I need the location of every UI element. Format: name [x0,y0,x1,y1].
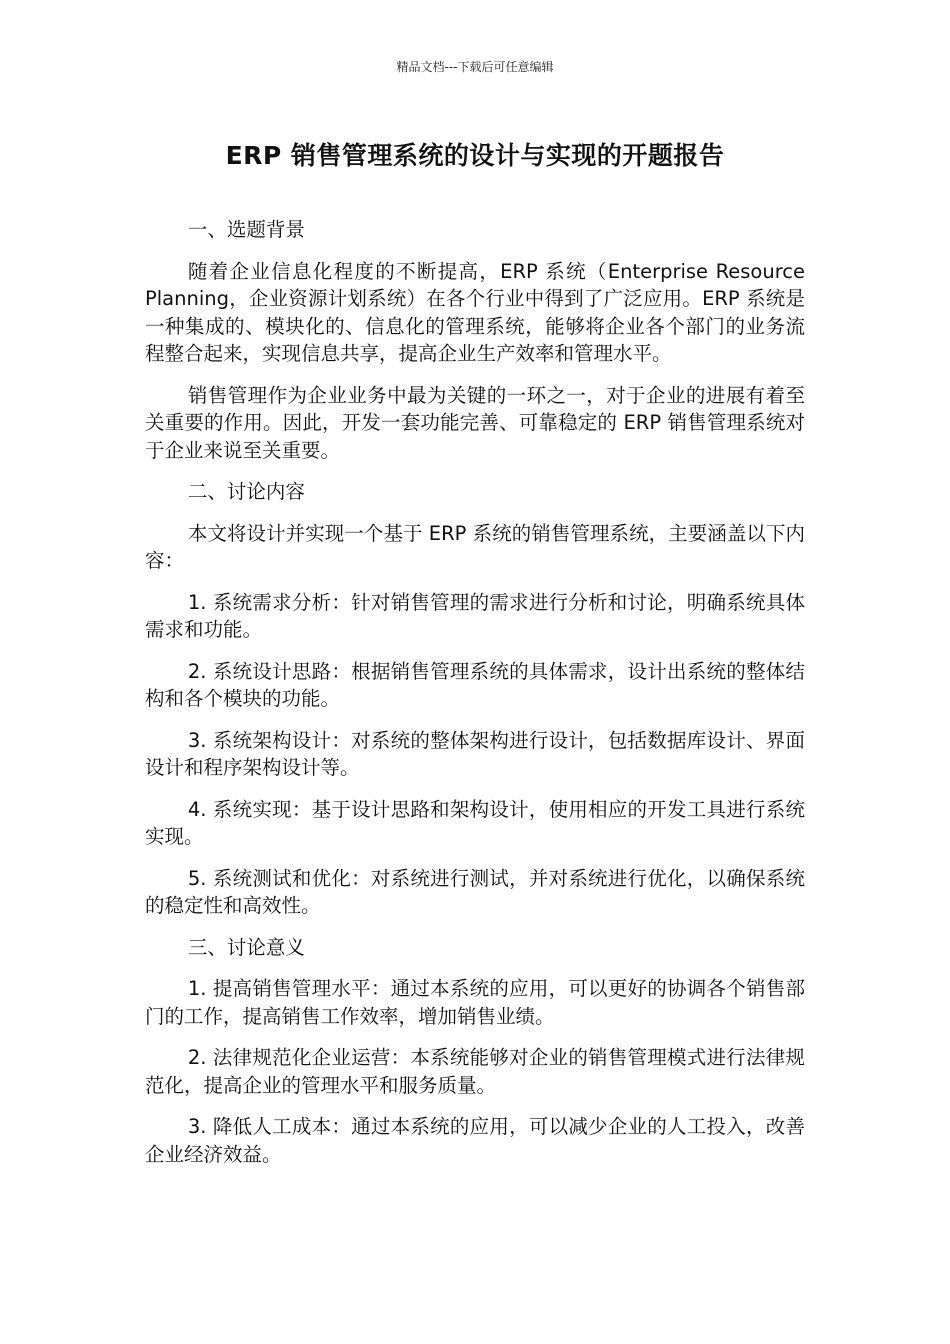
document-body [145,216,805,1182]
content-item-4: 4. 系统实现：基于设计思路和架构设计，使用相应的开发工具进行系统实现。 [145,797,805,848]
background-paragraph-2: 销售管理作为企业业务中最为关键的一环之一，对于企业的进展有着至关重要的作用。因此，开发一套功能完善、可靠稳定的 ERP 销售管理系统对于企业来说至关重要。 [145,383,805,462]
content-item-1: 1. 系统需求分析：针对销售管理的需求进行分析和讨论，明确系统具体需求和功能。 [145,590,805,641]
content-item-2: 2. 系统设计思路：根据销售管理系统的具体需求，设计出系统的整体结构和各个模块的功能。 [145,659,805,710]
section-heading-content: 二、讨论内容 [187,480,305,503]
header-note: 精品文档---下载后可任意编辑 [396,60,554,74]
significance-item-2: 2. 法律规范化企业运营：本系统能够对企业的销售管理模式进行法律规范化，提高企业的管理水平和服务质量。 [145,1046,805,1097]
significance-item-1: 1. 提高销售管理水平：通过本系统的应用，可以更好的协调各个销售部门的工作，提高销售工作效率，增加销售业绩。 [145,977,805,1028]
section-heading-significance: 三、讨论意义 [187,935,305,959]
content-item-5: 5. 系统测试和优化：对系统进行测试，并对系统进行优化，以确保系统的稳定性和高效性。 [145,866,805,917]
document-title: ERP 销售管理系统的设计与实现的开题报告 [225,141,725,170]
section-heading-background: 一、选题背景 [187,218,305,241]
content-intro: 本文将设计并实现一个基于 ERP 系统的销售管理系统，主要涵盖以下内容： [145,521,805,572]
background-paragraph-1: 随着企业信息化程度的不断提高，ERP 系统（Enterprise Resource Planning，企业资源计划系统）在各个行业中得到了广泛应用。ERP 系统是一种集成的、模块化的、信息化的管理系统，能够将企业各个部门的业务流程整合起来，实现信息共享，提高企业生产效率和管理水平。 [145,259,805,365]
significance-item-3: 3. 降低人工成本：通过本系统的应用，可以减少企业的人工投入，改善企业经济效益。 [145,1115,805,1166]
content-item-3: 3. 系统架构设计：对系统的整体架构进行设计，包括数据库设计、界面设计和程序架构设计等。 [145,728,805,779]
